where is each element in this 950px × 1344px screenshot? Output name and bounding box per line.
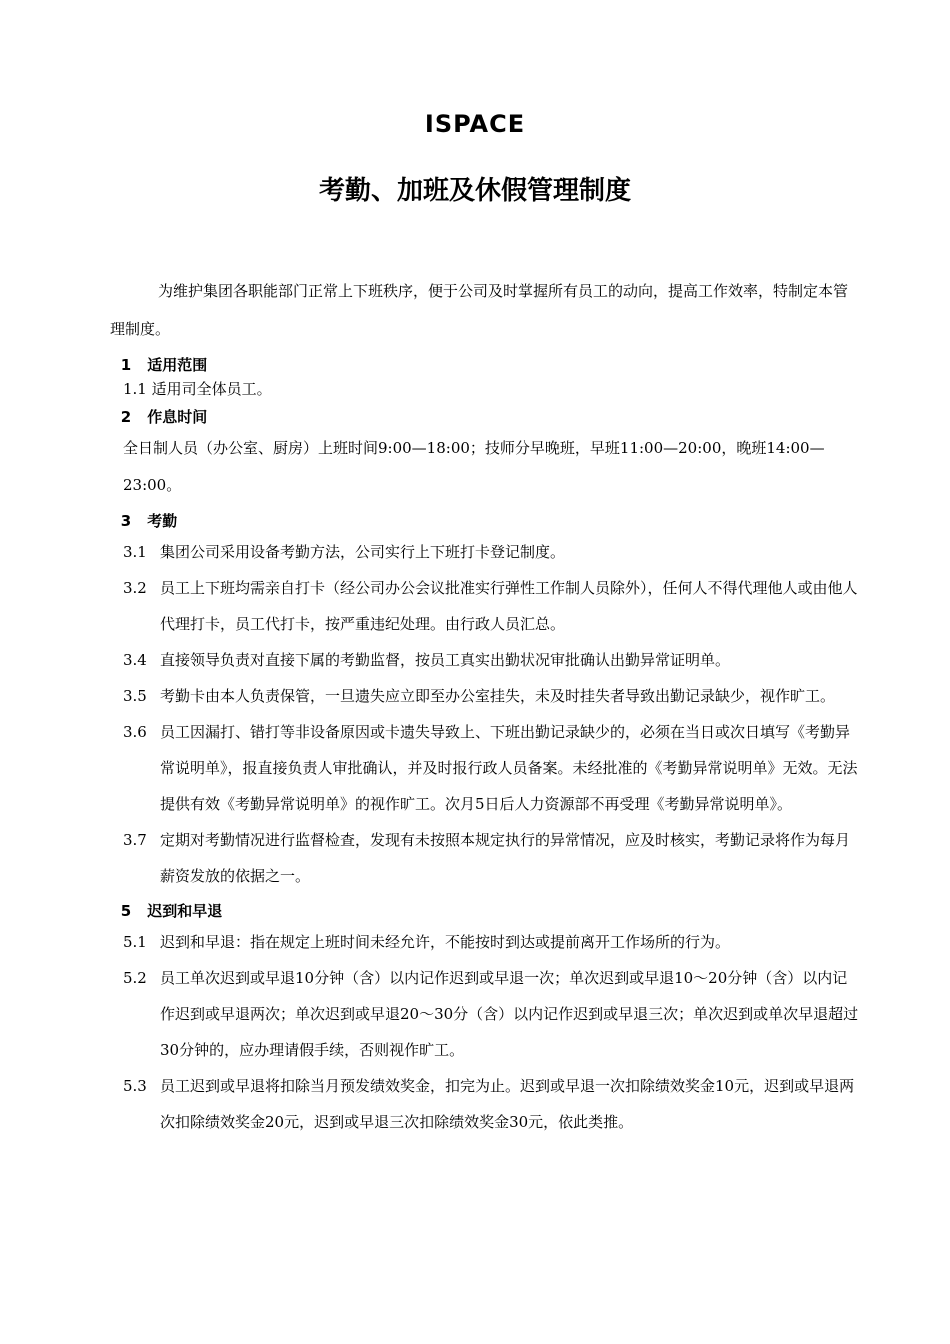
schedule-paragraph: 全日制人员（办公室、厨房）上班时间9:00—18:00；技师分早晚班，早班11:00—20:00，晚班14:00—23:00。 bbox=[123, 439, 825, 494]
section-number: 5 bbox=[120, 902, 132, 920]
clause-number: 3.1 bbox=[123, 543, 147, 561]
section-number: 1 bbox=[120, 356, 132, 374]
clause-item bbox=[110, 534, 862, 570]
section-heading-attendance bbox=[110, 510, 862, 532]
section-number: 2 bbox=[120, 408, 132, 426]
clause-text: 员工迟到或早退将扣除当月预发绩效奖金，扣完为止。迟到或早退一次扣除绩效奖金10元，迟到或早退两次扣除绩效奖金20元，迟到或早退三次扣除绩效奖金30元，依此类推。 bbox=[160, 1077, 855, 1131]
clause-number: 3.4 bbox=[123, 651, 147, 669]
clause-text: 迟到和早退：指在规定上班时间未经允许，不能按时到达或提前离开工作场所的行为。 bbox=[160, 933, 731, 951]
clause-number: 3.5 bbox=[123, 687, 147, 705]
clause-text: 直接领导负责对直接下属的考勤监督，按员工真实出勤状况审批确认出勤异常证明单。 bbox=[160, 651, 731, 669]
clause-item bbox=[110, 678, 862, 714]
clause-number: 3.7 bbox=[123, 831, 147, 849]
section-number: 3 bbox=[120, 512, 132, 530]
clause-number: 5.2 bbox=[123, 969, 147, 987]
clause-item bbox=[110, 960, 862, 1068]
section-title: 作息时间 bbox=[147, 408, 208, 426]
clause-number: 3.2 bbox=[123, 579, 147, 597]
document-title: 考勤、加班及休假管理制度 bbox=[318, 176, 631, 206]
clause-text: 员工上下班均需亲自打卡（经公司办公会议批准实行弹性工作制人员除外），任何人不得代理他人或由他人代理打卡，员工代打卡，按严重违纪处理。由行政人员汇总。 bbox=[160, 579, 858, 633]
clause-text: 考勤卡由本人负责保管，一旦遗失应立即至办公室挂失，未及时挂失者导致出勤记录缺少，视作旷工。 bbox=[160, 687, 836, 705]
section-title: 考勤 bbox=[147, 512, 178, 530]
document-body bbox=[110, 272, 862, 1140]
clause-item bbox=[110, 1068, 862, 1140]
clause-item bbox=[110, 924, 862, 960]
intro-paragraph: 为维护集团各职能部门正常上下班秩序，便于公司及时掌握所有员工的动向，提高工作效率，特制定本管理制度。 bbox=[110, 282, 849, 338]
clause-number: 3.6 bbox=[123, 723, 147, 741]
section-title: 适用范围 bbox=[147, 356, 208, 374]
clause-number: 5.1 bbox=[123, 933, 147, 951]
clause-item bbox=[110, 570, 862, 642]
brand-title: ISPACE bbox=[424, 110, 526, 138]
clause-item bbox=[110, 714, 862, 822]
clause-text: 集团公司采用设备考勤方法，公司实行上下班打卡登记制度。 bbox=[160, 543, 566, 561]
clause-text: 员工单次迟到或早退10分钟（含）以内记作迟到或早退一次；单次迟到或早退10～20分钟（含）以内记作迟到或早退两次；单次迟到或早退20～30分（含）以内记作迟到或早退三次；单次迟到或单次早退超过30分钟的，应办理请假手续，否则视作旷工。 bbox=[160, 969, 859, 1059]
clause-number: 5.3 bbox=[123, 1077, 147, 1095]
clause-item bbox=[110, 822, 862, 894]
clause-text: 定期对考勤情况进行监督检查，发现有未按照本规定执行的异常情况，应及时核实，考勤记录将作为每月薪资发放的依据之一。 bbox=[160, 831, 851, 885]
section-title: 迟到和早退 bbox=[147, 902, 223, 920]
section-heading-late-early bbox=[110, 900, 862, 922]
clause-1-1: 1.1 适用司全体员工。 bbox=[123, 380, 272, 398]
clause-item bbox=[110, 642, 862, 678]
section-heading-schedule bbox=[110, 406, 862, 428]
clause-text: 员工因漏打、错打等非设备原因或卡遗失导致上、下班出勤记录缺少的，必须在当日或次日填写《考勤异常说明单》，报直接负责人审批确认，并及时报行政人员备案。未经批准的《考勤异常说明单》无效。无法提供有效《考勤异常说明单》的视作旷工。次月5日后人力资源部不再受理《考勤异常说明单》。 bbox=[160, 723, 858, 813]
section-heading-scope bbox=[110, 354, 862, 376]
